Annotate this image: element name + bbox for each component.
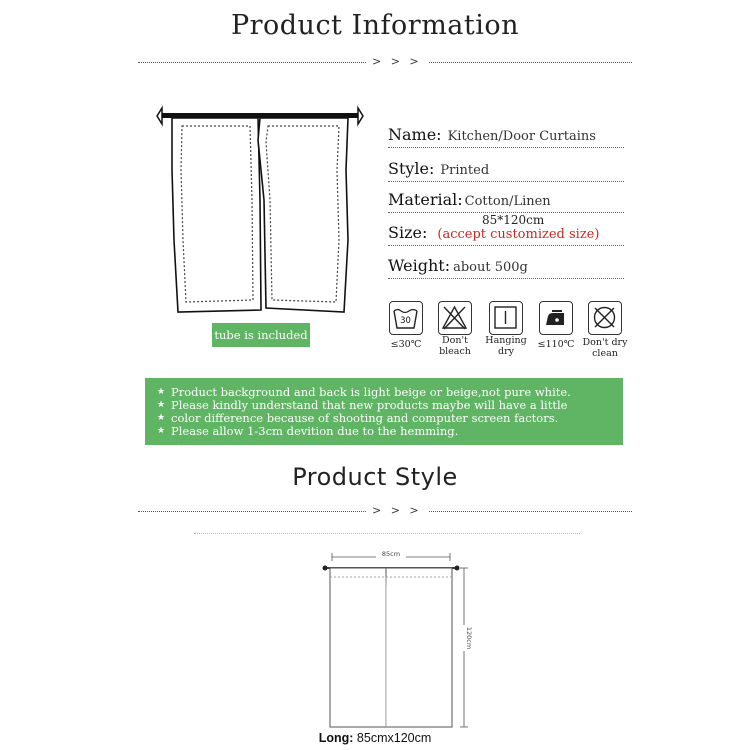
- wash-temp-text: 30: [400, 316, 411, 326]
- star-icon: ★: [157, 387, 166, 397]
- star-icon: ★: [157, 400, 166, 410]
- care-label-hanging-dry: Hanging dry: [485, 335, 527, 357]
- spec-material: [388, 190, 624, 213]
- notice-line: ★ Product background and back is light beige or beige,not pure white.: [157, 385, 571, 399]
- spec-weight: [388, 256, 624, 279]
- notice-line: ★ Please kindly understand that new products maybe will have a little: [157, 398, 568, 412]
- care-label-iron: ≤110℃: [537, 339, 575, 350]
- spec-weight-value: about 500g: [453, 260, 528, 275]
- care-label-wash: ≤30℃: [390, 339, 422, 350]
- section-title-product-information: Product Information: [230, 10, 520, 41]
- spec-name-label: Name:: [388, 125, 442, 144]
- diagram-panel-right: [386, 568, 452, 727]
- rod-end-right: [358, 108, 363, 124]
- size-caption-label: Long:: [318, 731, 354, 745]
- iron-icon: [539, 301, 573, 335]
- spec-weight-label: Weight:: [388, 256, 451, 275]
- star-icon: ★: [157, 426, 166, 436]
- size-caption: [0, 731, 750, 745]
- no-dry-clean-icon: [588, 301, 622, 335]
- care-label-no-dry-clean: Don't dry clean: [582, 337, 628, 359]
- size-caption-value: 85cmx120cm: [356, 731, 432, 745]
- spec-name: [388, 125, 624, 148]
- star-icon: ★: [157, 413, 166, 423]
- curtain-illustration: [150, 100, 370, 320]
- spec-style-label: Style:: [388, 159, 435, 178]
- divider-light: [194, 533, 580, 534]
- rod-end-left: [157, 108, 162, 124]
- spec-material-value: Cotton/Linen: [464, 194, 551, 209]
- no-bleach-icon: [438, 301, 472, 335]
- width-label: 85cm: [381, 550, 401, 558]
- notice-line: ★ Please allow 1-3cm devition due to the hemming.: [157, 424, 459, 438]
- spec-size-note: (accept customized size): [437, 227, 600, 242]
- dimension-diagram: [310, 545, 480, 730]
- wash-30-icon: [389, 301, 423, 335]
- spec-size-label: Size:: [388, 223, 428, 242]
- section-arrows: > > >: [366, 56, 428, 68]
- spec-size-value: 85*120cm: [482, 213, 545, 227]
- spec-size: [388, 223, 624, 246]
- spec-name-value: Kitchen/Door Curtains: [447, 129, 596, 144]
- notice-line: ★ color difference because of shooting and computer screen factors.: [157, 411, 559, 425]
- hanging-dry-icon: [489, 301, 523, 335]
- height-label: 120cm: [465, 626, 473, 650]
- section-title-product-style: Product Style: [292, 463, 458, 491]
- notice-box: [145, 378, 623, 445]
- diagram-panel-left: [330, 568, 386, 727]
- care-label-no-bleach: Don't bleach: [439, 335, 471, 357]
- spec-style-value: Printed: [440, 163, 490, 178]
- tube-included-badge: tube is included: [212, 323, 310, 347]
- spec-material-label: Material:: [388, 190, 463, 209]
- spec-style: [388, 159, 624, 182]
- section-arrows: > > >: [366, 505, 428, 517]
